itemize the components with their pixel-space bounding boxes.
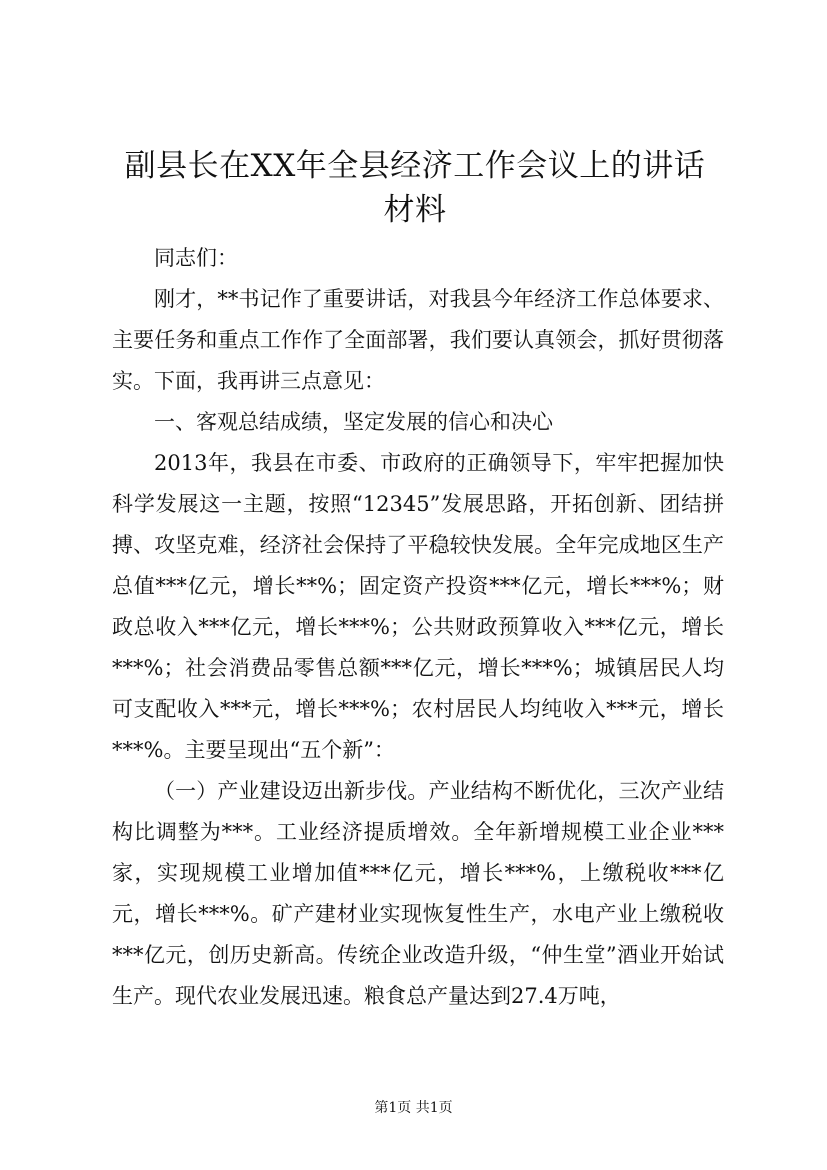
industry-paragraph: （一）产业建设迈出新步伐。产业结构不断优化，三次产业结构比调整为***。工业经济提质增效。全年新增规模工业企业***家，实现规模工业增加值***亿元，增长***%，上缴税收***亿元，增长***%。矿产建材业实现恢复性生产，水电产业上缴税收***亿元，创历史新高。传统企业改造升级，“仲生堂”酒业开始试生产。现代农业发展迅速。粮食总产量达到27.4万吨，	[112, 779, 724, 1008]
salutation-paragraph: 同志们：	[154, 246, 238, 270]
document-body	[112, 238, 724, 1017]
document-title: 副县长在XX年全县经济工作会议上的讲话材料	[124, 148, 706, 228]
opening-paragraph: 刚才，**书记作了重要讲话，对我县今年经济工作总体要求、主要任务和重点工作作了全面部署，我们要认真领会，抓好贯彻落实。下面，我再讲三点意见：	[112, 287, 724, 393]
page-footer: 第1页 共1页	[374, 1100, 453, 1116]
achievements-paragraph: 2013年，我县在市委、市政府的正确领导下，牢牢把握加快科学发展这一主题，按照“12345”发展思路，开拓创新、团结拼搏、攻坚克难，经济社会保持了平稳较快发展。全年完成地区生产总值***亿元，增长**%；固定资产投资***亿元，增长***%；财政总收入***亿元，增长***%；公共财政预算收入***亿元，增长***%；社会消费品零售总额***亿元，增长***%；城镇居民人均可支配收入***元，增长***%；农村居民人均纯收入***元，增长***%。主要呈现出“五个新”：	[112, 451, 724, 762]
section-heading-1: 一、客观总结成绩，坚定发展的信心和决心	[154, 410, 553, 434]
